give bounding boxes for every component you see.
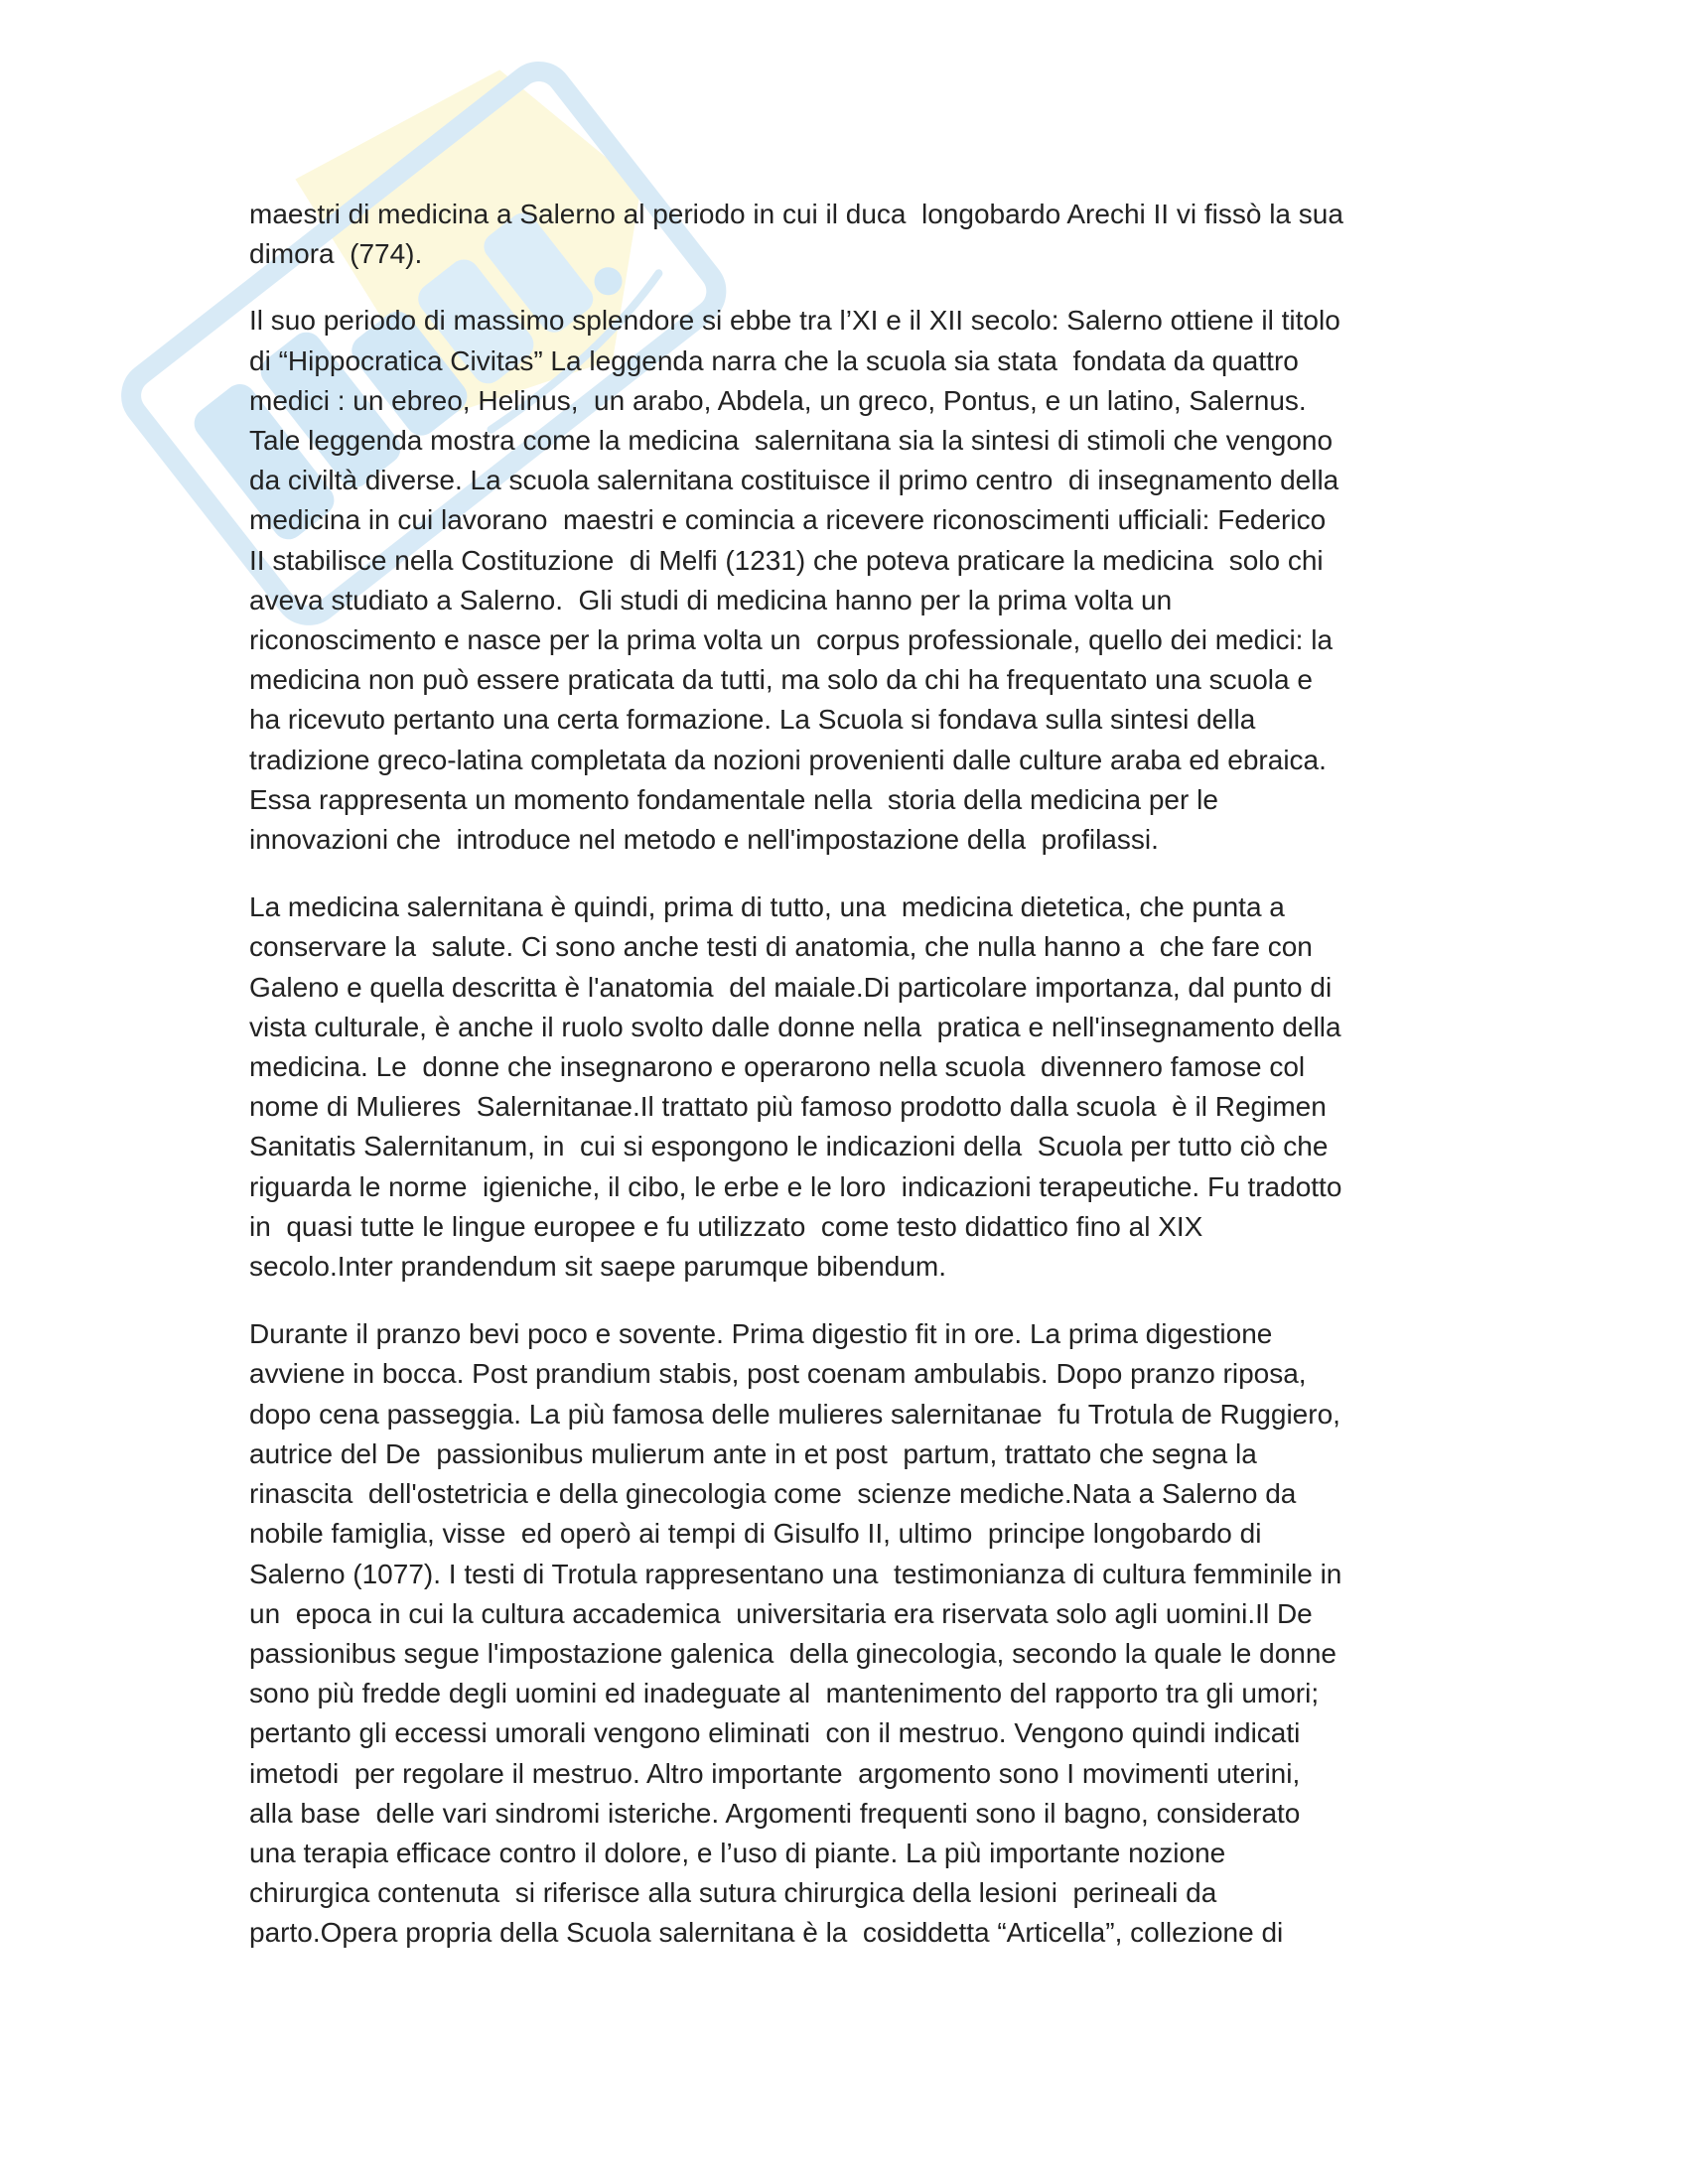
paragraph-3: La medicina salernitana è quindi, prima di tutto, una medicina dietetica, che punta a conservare la salute. Ci sono anche testi di anatomia, che nulla hanno a che fare con Galeno e quella descritta è l'anatomia del maiale.Di particolare importanza, dal punto di vista culturale, è anche il ruolo svolto dalle donne nella pratica e nell'insegnamento della medicina. Le donne che insegnarono e operarono nella scuola divennero famose col nome di Mulieres Salernitanae.Il trattato più famoso prodotto dalla scuola è il Regimen Sanitatis Salernitanum, in cui si espongono le indicazioni della Scuola per tutto ciò che riguarda le norme igieniche, il cibo, le erbe e le loro indicazioni terapeutiche. Fu tradotto in quasi tutte le lingue europee e fu utilizzato come testo didattico fino al XIX secolo.Inter prandendum sit saepe parumque bibendum. — [249, 891, 1342, 1283]
paragraph-1: maestri di medicina a Salerno al periodo in cui il duca longobardo Arechi II vi fissò la sua dimora (774). — [249, 199, 1343, 270]
paragraph-4: Durante il pranzo bevi poco e sovente. Prima digestio fit in ore. La prima digestione avviene in bocca. Post prandium stabis, post coenam ambulabis. Dopo pranzo riposa, dopo cena passeggia. La più famosa delle mulieres salernitanae fu Trotula de Ruggiero, autrice del De passionibus mulierum ante in et post partum, trattato che segna la rinascita dell'ostetricia e della ginecologia come scienze mediche.Nata a Salerno da nobile famiglia, visse ed operò ai tempi di Gisulfo II, ultimo principe longobardo di Salerno (1077). I testi di Trotula rappresentano una testimonianza di cultura femminile in un epoca in cui la cultura accademica universitaria era riservata solo agli uomini.Il De passionibus segue l'impostazione galenica della ginecologia, secondo la quale le donne sono più fredde degli uomini ed inadeguate al mantenimento del rapporto tra gli umori; pertanto gli eccessi umorali vengono eliminati con il mestruo. Vengono quindi indicati imetodi per regolare il mestruo. Altro importante argomento sono I movimenti uterini, alla base delle vari sindromi isteriche. Argomenti frequenti sono il bagno, considerato una terapia efficace contro il dolore, e l’uso di piante. La più importante nozione chirurgica contenuta si riferisce alla sutura chirurgica della lesioni perineali da parto.Opera propria della Scuola salernitana è la cosiddetta “Articella”, collezione di — [249, 1318, 1342, 1949]
paragraph-2: Il suo periodo di massimo splendore si ebbe tra l’XI e il XII secolo: Salerno ottiene il titolo di “Hippocratica Civitas” La leggenda narra che la scuola sia stata fondata da quattro medici : un ebreo, Helinus, un arabo, Abdela, un greco, Pontus, e un latino, Salernus. Tale leggenda mostra come la medicina salernitana sia la sintesi di stimoli che vengono da civiltà diverse. La scuola salernitana costituisce il primo centro di insegnamento della medicina in cui lavorano maestri e comincia a ricevere riconoscimenti ufficiali: Federico II stabilisce nella Costituzione di Melfi (1231) che poteva praticare la medicina solo chi aveva studiato a Salerno. Gli studi di medicina hanno per la prima volta un riconoscimento e nasce per la prima volta un corpus professionale, quello dei medici: la medicina non può essere praticata da tutti, ma solo da chi ha frequentato una scuola e ha ricevuto pertanto una certa formazione. La Scuola si fondava sulla sintesi della tradizione greco-latina completata da nozioni provenienti dalle culture araba ed ebraica. Essa rappresenta un momento fondamentale nella storia della medicina per le innovazioni che introduce nel metodo e nell'impostazione della profilassi. — [249, 305, 1340, 856]
document-body — [249, 195, 1451, 1981]
